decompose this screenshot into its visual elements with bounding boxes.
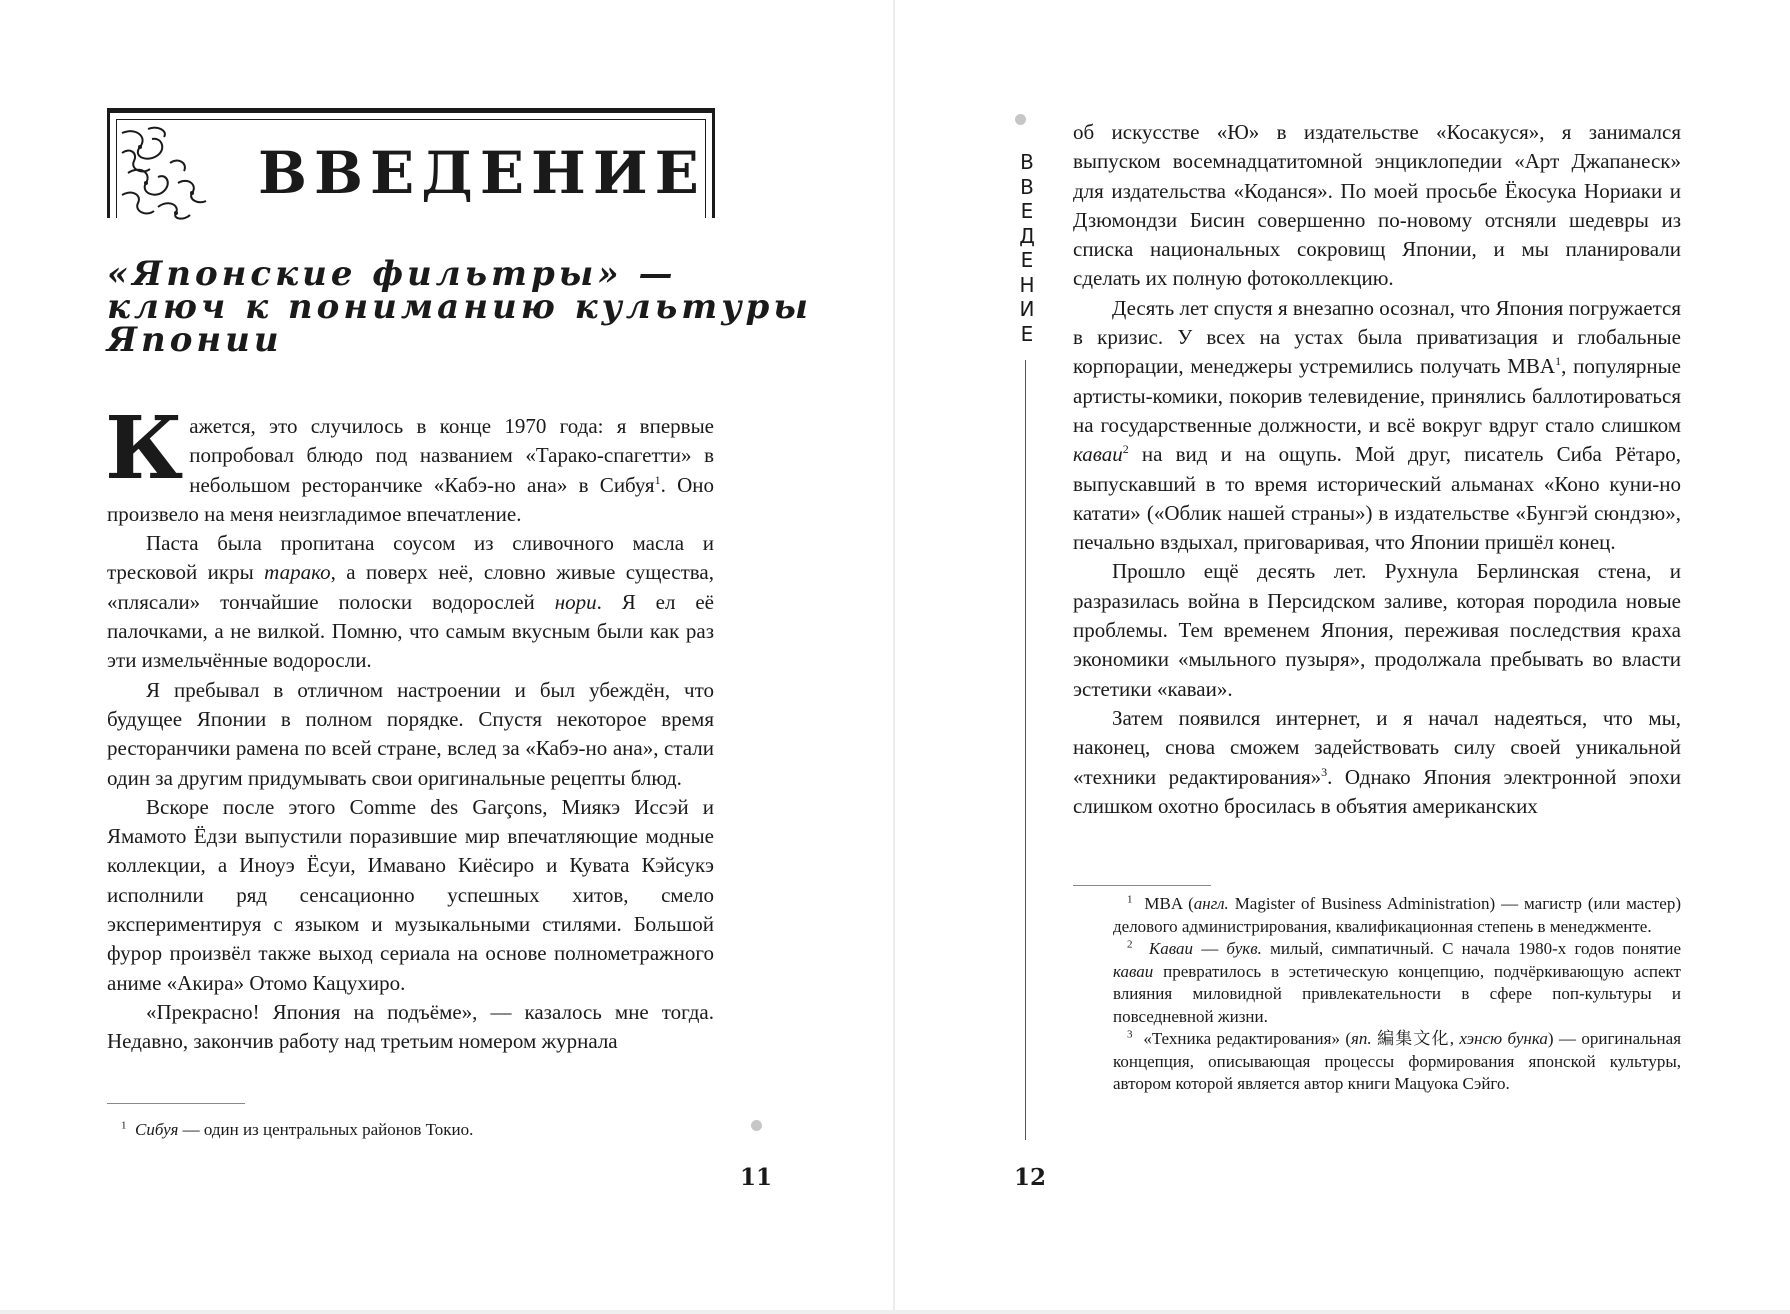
page-number-left: 11 [740,1164,773,1191]
running-head-rule [1025,360,1026,1140]
paragraph: Кажется, это случилось в конце 1970 года: я впервые попробовал блюдо под названием «Тарако-спагетти» в небольшом ресторанчике «Кабэ-но ана» в Сибуя$^1$. Оно произвело на меня неизгладимое впечатление. [105,398,714,526]
paragraph: об искусстве «Ю» в издательстве «Косакуся», я занимался выпуском восемнадцатитомной энциклопедии «Арт Джапанеск» для издательства «Коданся». По моей просьбе Ёкосука Нориаки и Дзюмондзи Бисин совершенно по-новому отсняли шедевры из списка национальных сокровищ Японии, и мы планировали сделать их полную фотоколлекцию. [1073,120,1681,291]
footnote: $^2$ Каваи — букв. милый, симпатичный. С начала 1980-х годов понятие каваи превратилось в эстетическую концепцию, подчёркивающую аспект влияния миловидной привлекательности в сфере поп-культуры и повседневной жизни. [1113,938,1682,1026]
subtitle-line: ключ к пониманию культуры [107,287,812,327]
chapter-title: ВВЕДЕНИЕ [258,139,706,207]
footnote: $^1$ Сибуя — один из центральных районов Токио. [121,1119,474,1139]
footnote-ref: 1 [654,472,661,487]
paragraph: Вскоре после этого Comme des Garçons, Миякэ Иссэй и Ямамото Ёдзи выпустили поразившие мир впечатляющие модные коллекции, а Иноуэ Ёсуи, Имавано Киёсиро и Кувата Кэйсукэ исполнили ряд сенсационно успешных хитов, смело экспериментируя с языком и музыкальными стилями. Большой фурор произвёл также выход сериала на основе полнометражного аниме «Акира» Отомо Кацухиро. [107,794,714,995]
decorative-dot [751,1120,762,1131]
footnote-divider [107,1103,245,1104]
decorative-dot [1015,114,1026,125]
wave-ornament-icon [118,123,214,221]
chapter-subtitle [107,254,812,360]
left-body-text [105,398,714,1057]
paragraph: Я пребывал в отличном настроении и был убеждён, что будущее Японии в полном порядке. Спустя некоторое время ресторанчики рамена по всей стране, вслед за «Кабэ-но ана», стали один за другим придумывать свои оригинальные рецепты блюд. [107,677,714,790]
page-bottom-edge [0,1310,1790,1314]
subtitle-line: Японии [107,320,283,360]
subtitle-line: «Японские фильтры» — [107,254,677,294]
drop-cap: К [105,398,184,499]
right-footnotes [1113,893,1681,1096]
paragraph: Затем появился интернет, и я начал надеяться, что мы, наконец, снова сможем задействовать силу своей уникальной «техники редактирования»$^3$. Однако Япония электронной эпохи слишком охотно бросилась в объятия американских [1073,705,1681,818]
right-body-text [1073,118,1681,821]
footnote-ref: 1 [1555,354,1562,369]
page-number-right: 12 [1014,1164,1047,1191]
paragraph: «Прекрасно! Япония на подъёме», — казалось мне тогда. Недавно, закончив работу над третьим номером журнала [107,999,714,1054]
paragraph: Десять лет спустя я внезапно осознал, что Япония погружается в кризис. У всех на устах была приватизация и глобальные корпорации, менеджеры устремились получать MBA$^1$, популярные артисты-комики, покорив телевидение, принялись баллотироваться на государственные должности, и всё вокруг вдруг стало слишком каваи$^2$ на вид и на ощупь. Мой друг, писатель Сиба Рётаро, выпускавший в то время исторический альманах «Коно куни-но катати» («Облик нашей страны») в издательстве «Бунгэй сюндзю», печально вздыхал, приговаривая, что Японии пришёл конец. [1073,295,1681,555]
footnote: $^3$ «Техника редактирования» (яп. 編集文化, хэнсю бунка) — оригинальная концепция, описывающая процессы формирования японской культуры, автором которой является автор книги Мацуока Сэйго. [1113,1028,1682,1093]
left-page [0,0,893,1314]
footnote-ref: 3 [1321,764,1328,779]
footnote-ref: 2 [1122,442,1129,457]
paragraph: Паста была пропитана соусом из сливочного масла и тресковой икры тарако, а поверх неё, словно живые существа, «плясали» тончайшие полоски водорослей нори. Я ел её палочками, а не вилкой. Помню, что самым вкусным были как раз эти измельчённые водоросли. [107,531,714,673]
chapter-heading-frame [107,108,715,218]
left-footnotes [107,1119,714,1142]
footnote-divider [1073,885,1211,886]
footnote: $^1$ MBA (англ. Magister of Business Administration) — магистр (или мастер) делового администрирования, квалификационная степень в менеджменте. [1113,893,1682,936]
paragraph: Прошло ещё десять лет. Рухнула Берлинская стена, и разразилась война в Персидском заливе, которая породила новые проблемы. Тем временем Япония, переживая последствия краха экономики «мыльного пузыря», продолжала пребывать во власти эстетики «каваи». [1073,559,1681,701]
running-head-vertical: В В Е Д Е Н И Е [1019,150,1035,346]
